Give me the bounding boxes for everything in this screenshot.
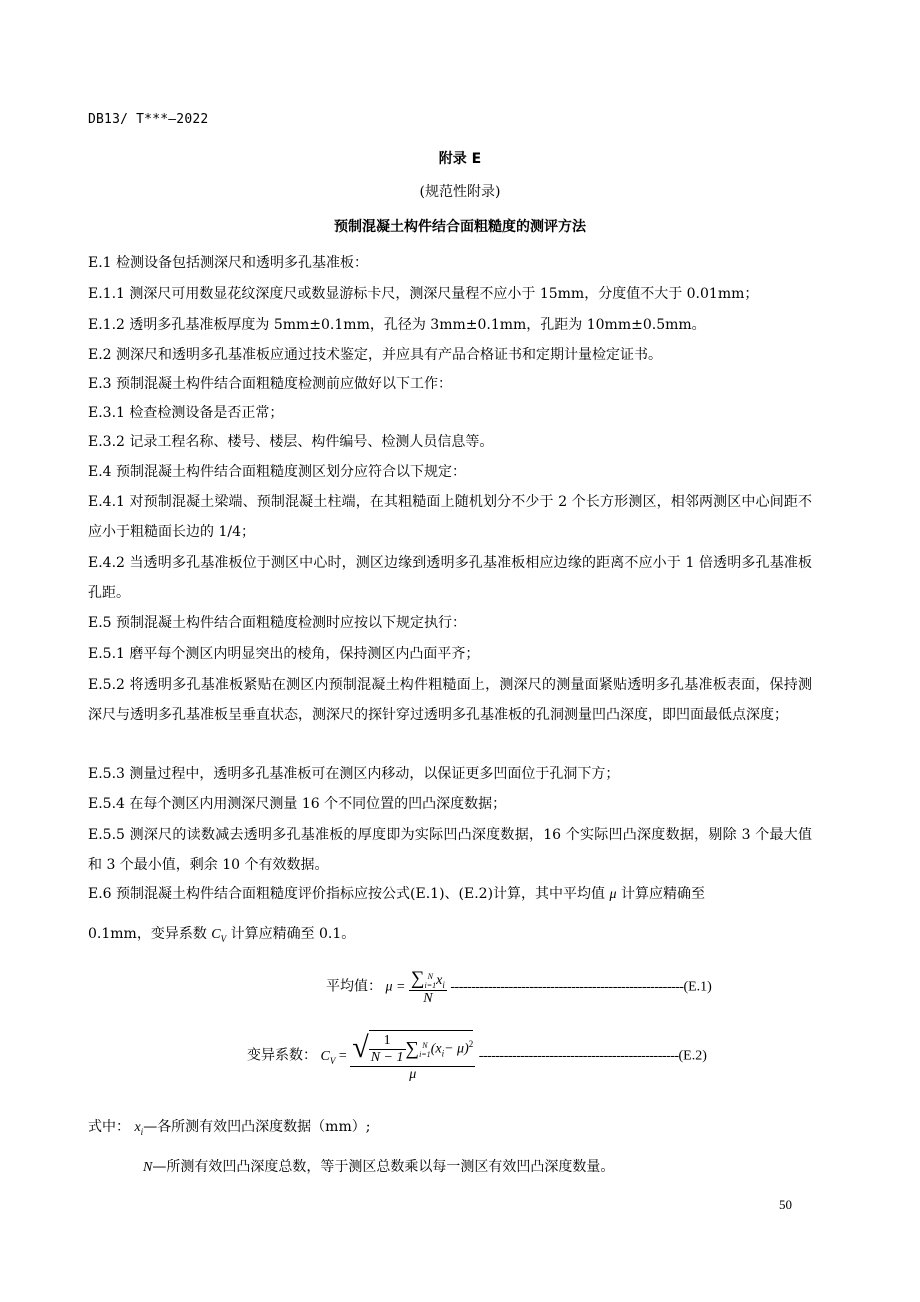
clause-e5-1: E.5.1 磨平每个测区内明显突出的棱角，保持测区内凸面平齐； xyxy=(88,646,480,662)
clause-e5-4: E.5.4 在每个测区内用测深尺测量 16 个不同位置的凹凸深度数据； xyxy=(88,796,507,812)
formula-e1-denominator: N xyxy=(409,990,447,1007)
mu-symbol: μ xyxy=(609,887,617,902)
notation-n: N—所测有效凹凸深度总数，等于测区总数乘以每一测区有效凹凸深度数量。 xyxy=(143,1159,615,1175)
formula-e2-fraction: √ $\frac{1}{N - 1}$ ∑ N i=1 $(x_i- \mu)^2$ μ xyxy=(352,1031,474,1082)
clause-e3: E.3 预制混凝土构件结合面粗糙度检测前应做好以下工作： xyxy=(88,376,453,392)
clause-e1: E.1 检测设备包括测深尺和透明多孔基准板： xyxy=(88,255,369,271)
x-symbol: $x_i$ xyxy=(134,1120,144,1137)
n-symbol: N xyxy=(143,1160,153,1175)
sqrt-icon: √ xyxy=(352,1031,369,1064)
formula-e2-label: 变异系数： xyxy=(247,1047,317,1064)
appendix-heading: 预制混凝土构件结合面粗糙度的测评方法 xyxy=(334,219,586,235)
formula-e2-inner-fraction: $\frac{1}{N - 1}$ xyxy=(370,1033,404,1065)
clause-e4-2: E.4.2 当透明多孔基准板位于测区中心时，测区边缘到透明多孔基准板相应边缘的距离不应小于 1 倍透明多孔基准板孔距。 xyxy=(88,555,812,601)
sum-symbol: ∑ xyxy=(405,1038,420,1060)
clause-e1-1: E.1.1 测深尺可用数显花纹深度尺或数显游标卡尺，测深尺量程不应小于 15mm，分度值不大于 0.01mm； xyxy=(88,286,759,302)
clause-e6-line1 xyxy=(88,880,812,909)
appendix-nature: (规范性附录) xyxy=(419,184,501,200)
clause-e5-5: E.5.5 测深尺的读数减去透明多孔基准板的厚度即为实际凹凸深度数据，16 个实际凹凸深度数据，剔除 3 个最大值和 3 个最小值，剩余 10 个有效数据。 xyxy=(88,827,812,873)
clause-e5-2: E.5.2 将透明多孔基准板紧贴在测区内预制混凝土构件粗糙面上，测深尺的测量面紧贴透明多孔基准板表面，保持测深尺与透明多孔基准板呈垂直状态，测深尺的探针穿过透明多孔基准板的孔洞测量凹凸深度，即凹面最低点深度； xyxy=(88,677,812,723)
formula-e1-number: (E.1) xyxy=(683,979,712,995)
formula-e1-label: 平均值： xyxy=(326,978,382,995)
formula-e2-number: (E.2) xyxy=(678,1048,707,1064)
clause-e6-text-d: 计算应精确至 0.1。 xyxy=(230,926,356,942)
clause-e4-1: E.4.1 对预制混凝土梁端、预制混凝土柱端，在其粗糙面上随机划分不少于 2 个长方形测区，相邻两测区中心间距不应小于粗糙面长边的 1/4； xyxy=(88,494,812,540)
formula-e1-leader: -------------------------------------------------------- xyxy=(450,979,684,995)
clause-e6-text-c: 0.1mm，变异系数 xyxy=(88,926,207,942)
page-number: 50 xyxy=(779,1197,792,1212)
notation-x: 式中： $x_i—$各所测有效凹凸深度数据（mm）; xyxy=(88,1119,371,1137)
clause-e5-3: E.5.3 测量过程中，透明多孔基准板可在测区内移动，以保证更多凹面位于孔洞下方； xyxy=(88,766,620,782)
formula-e2: 变异系数： $C_V$ = √ $\frac{1}{N - 1}$ ∑ N i=1 $(x_i- \mu)^2$ μ ------------------------------------------------(E.2) xyxy=(247,1031,707,1082)
clause-e5: E.5 预制混凝土构件结合面粗糙度检测时应按以下规定执行： xyxy=(88,615,467,631)
formula-e2-leader: ------------------------------------------------ xyxy=(478,1048,679,1064)
formula-e1-fraction: ∑ N i=1 $x_i$ N xyxy=(410,968,445,1006)
cv-symbol: $C_V$ xyxy=(211,927,227,944)
clause-e2: E.2 测深尺和透明多孔基准板应通过技术鉴定，并应具有产品合格证书和定期计量检定证书。 xyxy=(88,347,663,363)
appendix-title: 附录 E xyxy=(438,151,482,167)
sum-symbol: ∑ xyxy=(410,968,425,989)
formula-e1-lhs: μ = xyxy=(385,979,406,995)
clause-e6-line2 xyxy=(88,920,812,953)
clause-e3-1: E.3.1 检查检测设备是否正常； xyxy=(88,405,284,421)
formula-e1 xyxy=(326,968,712,1007)
clause-e1-2: E.1.2 透明多孔基准板厚度为 5mm±0.1mm，孔径为 3mm±0.1mm，孔距为 10mm±0.5mm。 xyxy=(88,317,706,333)
clause-e6-text-a: E.6 预制混凝土构件结合面粗糙度评价指标应按公式(E.1)、(E.2)计算，其中平均值 xyxy=(88,886,606,902)
clause-e3-2: E.3.2 记录工程名称、楼号、楼层、构件编号、检测人员信息等。 xyxy=(88,434,494,450)
standard-code: DB13/ T***—2022 xyxy=(88,112,209,127)
clause-e6-text-b: 计算应精确至 xyxy=(620,886,705,902)
formula-e2-lhs: $C_V$ xyxy=(320,1048,336,1066)
formula-e2-denominator: μ xyxy=(350,1066,475,1083)
clause-e4: E.4 预制混凝土构件结合面粗糙度测区划分应符合以下规定： xyxy=(88,464,467,480)
